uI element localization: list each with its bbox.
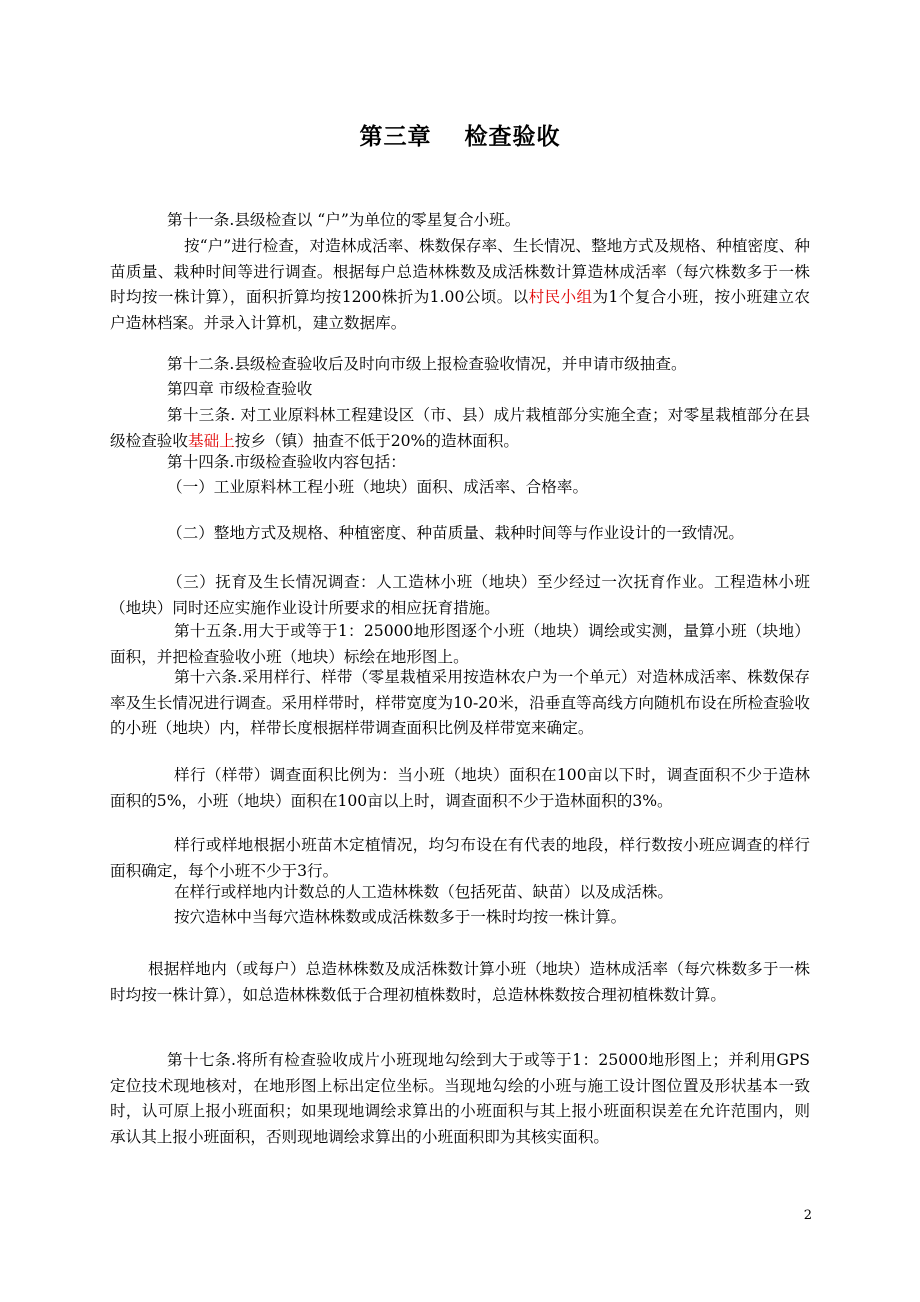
hole-rule: 按穴造林中当每穴造林株数或成活株数多于一株时均按一株计算。: [174, 908, 627, 926]
article-13-end: 按乡（镇）抽查不低于20%的造林面积。: [234, 431, 519, 450]
sample-ratio: 样行（样带）调查面积比例为：当小班（地块）面积在100亩以下时，调查面积不少于造林面积的5%，小班（地块）面积在100亩以上时，调查面积不少于造林面积的3%。: [110, 766, 810, 810]
article-13-text: 第十三条. 对工业原料林工程建设区（市、县）成片栽植部分实施全查；对零星栽植部分在县级检查验收: [110, 406, 810, 450]
sample-layout: 样行或样地根据小班苗木定植情况，均匀布设在有代表的地段，样行数按小班应调查的样行面积确定，每个小班不少于3行。: [110, 836, 810, 880]
count-plants: 在样行或样地内计数总的人工造林株数（包括死苗、缺苗）以及成活株。: [174, 883, 674, 901]
article-15: 第十五条.用大于或等于1：25000地形图逐个小班（地块）调绘或实测，量算小班（块地）面积，并把检查验收小班（地块）标绘在地形图上。: [110, 622, 810, 666]
article-16: 第十六条.采用样行、样带（零星栽植采用按造林农户为一个单元）对造林成活率、株数保存率及生长情况进行调查。采用样带时，样带宽度为10-20米，沿垂直等高线方向随机布设在所检查验收的小班（地块）内，样带长度根据样带调查面积比例及样带宽来确定。: [110, 668, 810, 738]
chapter-4-heading: 第四章 市级检查验收: [167, 380, 313, 398]
item-3: （三）抚育及生长情况调查：人工造林小班（地块）至少经过一次抚育作业。工程造林小班（地块）同时还应实施作业设计所要求的相应抚育措施。: [110, 573, 810, 617]
article-13: [110, 403, 810, 454]
survival-rate-calc: 根据样地内（或每户）总造林株数及成活株数计算小班（地块）造林成活率（每穴株数多于一株时均按一株计算），如总造林株数低于合理初植株数时，总造林株数按合理初植株数计算。: [110, 960, 810, 1004]
highlight-basis: 基础上: [187, 431, 235, 450]
article-17: 第十七条.将所有检查验收成片小班现地勾绘到大于或等于1：25000地形图上；并利用GPS定位技术现地核对，在地形图上标出定位坐标。当现地勾绘的小班与施工设计图位置及形状基本一致时，认可原上报小班面积；如果现地调绘求算出的小班面积与其上报小班面积误差在允许范围内，则承认其上报小班面积，否则现地调绘求算出的小班面积即为其核实面积。: [110, 1051, 810, 1146]
chapter-title: 第三章 检查验收: [359, 123, 561, 150]
article-11-detail-end: 为1个复合小班，按小班建立农户造林档案。并录入计算机，建立数据库。: [110, 288, 810, 332]
article-11-detail: [110, 234, 810, 336]
item-1: （一）工业原料林工程小班（地块）面积、成活率、合格率。: [167, 478, 589, 496]
highlight-village-group: 村民小组: [528, 288, 593, 307]
article-11: 第十一条.县级检查以 “户”为单位的零星复合小班。: [167, 211, 521, 229]
item-2: （二）整地方式及规格、种植密度、种苗质量、栽种时间等与作业设计的一致情况。: [167, 524, 744, 542]
article-14: 第十四条.市级检查验收内容包括：: [167, 453, 406, 471]
page-number: 2: [803, 1208, 812, 1223]
article-12: 第十二条.县级检查验收后及时向市级上报检查验收情况，并申请市级抽查。: [167, 355, 687, 373]
article-11-detail-text: 按“户”进行检查，对造林成活率、株数保存率、生长情况、整地方式及规格、种植密度、种苗质量、栽种时间等进行调查。根据每户总造林株数及成活株数计算造林成活率（每穴株数多于一株时均按一株计算），面积折算均按1200株折为1.00公顷。以: [110, 237, 810, 307]
